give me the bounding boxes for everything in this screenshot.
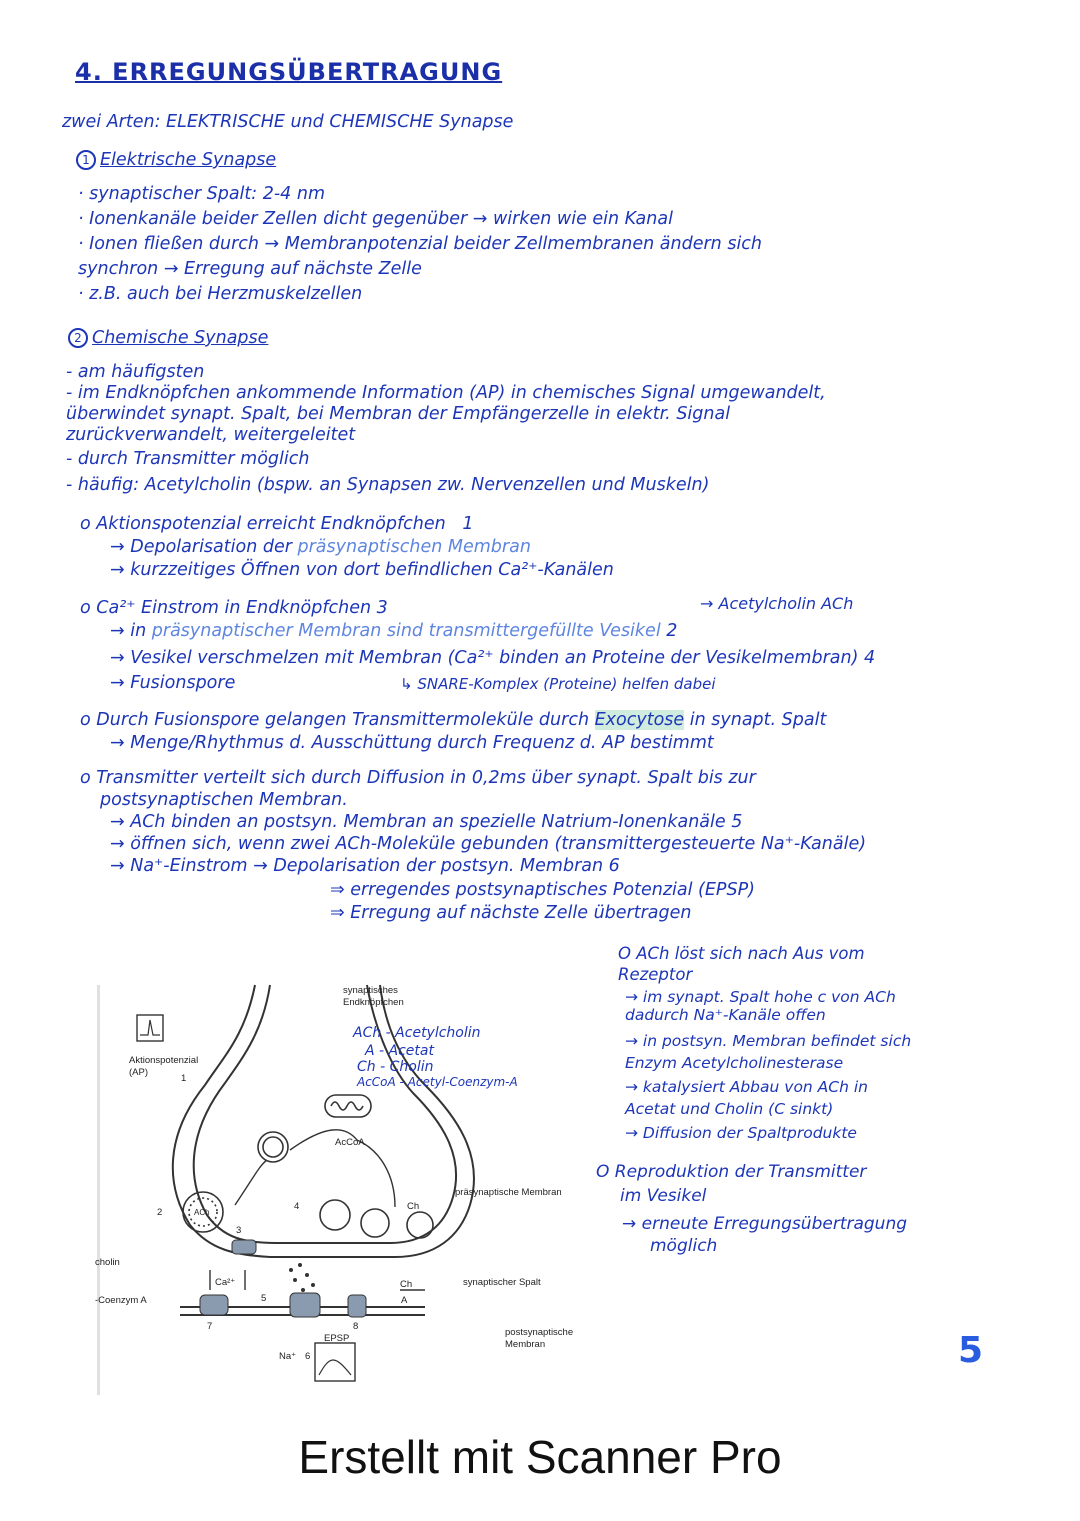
diagram-label-ach: ACh [194,1208,210,1217]
section2-number: 2 [68,328,88,348]
diagram-label-ap2: (AP) [129,1067,148,1078]
right-note-line: O Reproduktion der Transmitter [596,1162,867,1182]
section2-line: - häufig: Acetylcholin (bspw. an Synapsen zw. Nervenzellen und Muskeln) [66,475,710,495]
diagram-label-epsp: EPSP [324,1333,350,1344]
section1-line: synchron → Erregung auf nächste Zelle [78,259,422,279]
section2-line: überwindet synapt. Spalt, bei Membran der Empfängerzelle in elektr. Signal [66,404,731,424]
diagram-label-endknopf2: Endknöpfchen [343,997,404,1008]
right-note-line: → im synapt. Spalt hohe c von ACh [625,988,896,1006]
scanner-footer: Erstellt mit Scanner Pro [298,1431,782,1483]
right-note-line: dadurch Na⁺-Kanäle offen [625,1006,826,1024]
diagram-label-ca: Ca²⁺ [215,1277,236,1288]
step3-heading [80,710,826,730]
step4-line: postsynaptischen Membran. [100,790,348,810]
section2-line: - durch Transmitter möglich [66,449,310,469]
diagram-legend: AcCoA - Acetyl-Coenzym-A [357,1075,518,1089]
right-note-line: → in postsyn. Membran befindet sich [625,1032,912,1050]
section2-line: - im Endknöpfchen ankommende Information (AP) in chemisches Signal umgewandelt, [66,383,826,403]
step4-line: ⇒ erregendes postsynaptisches Potenzial (EPSP) [330,880,755,900]
page-number: 5 [958,1330,984,1371]
diagram-label-post: postsynaptische [505,1327,574,1338]
diagram-label-ch2: Ch [400,1279,413,1290]
diagram-label-a: A [401,1295,408,1306]
section2-heading [68,328,268,348]
diagram-legend: ACh - Acetylcholin [353,1025,481,1041]
right-note-line: Acetat und Cholin (C sinkt) [625,1100,834,1118]
right-note-line: Rezeptor [618,965,693,984]
step4-line: ⇒ Erregung auf nächste Zelle übertragen [330,903,692,923]
step2-note: → Acetylcholin ACh [700,594,854,613]
step1-line [110,537,531,557]
right-note-line: möglich [650,1236,718,1256]
step4-line: → öffnen sich, wenn zwei ACh-Moleküle gebunden (transmittergesteuerte Na⁺-Kanäle) [110,834,867,854]
diagram-step-number: 7 [207,1321,213,1332]
step4-line: → ACh binden an postsyn. Membran an spezielle Natrium-Ionenkanäle 5 [110,812,743,832]
right-note-line: im Vesikel [620,1186,707,1206]
section1-line: · synaptischer Spalt: 2-4 nm [78,184,326,204]
diagram-label-ch: Ch [407,1201,420,1212]
diagram-label-endknopf: synaptisches [343,985,398,996]
step1-line-text: → Depolarisation der [110,537,292,557]
diagram-label-post2: Membran [505,1339,546,1350]
step3-line: → Menge/Rhythmus d. Ausschüttung durch Frequenz d. AP bestimmt [110,733,714,753]
step2-highlight: präsynaptischer Membran sind transmittergefüllte Vesikel [151,621,661,641]
section1-number: 1 [76,150,96,170]
step3-highlight: Exocytose [594,710,685,730]
intro-line: zwei Arten: ELEKTRISCHE und CHEMISCHE Synapse [62,112,514,132]
step4-line: → Na⁺-Einstrom → Depolarisation der postsyn. Membran 6 [110,856,620,876]
diagram-label-accoa: AcCoA [335,1137,365,1148]
step2-line: ↳ SNARE-Komplex (Proteine) helfen dabei [400,675,716,693]
step1-text: o Aktionspotenzial erreicht Endknöpfchen [80,514,446,534]
step2-line [110,621,677,641]
step4-heading: o Transmitter verteilt sich durch Diffusion in 0,2ms über synapt. Spalt bis zur [80,768,756,788]
diagram-step-number: 1 [181,1073,187,1084]
diagram-legend: Ch - Cholin [357,1059,434,1075]
step1-line: → kurzzeitiges Öffnen von dort befindlichen Ca²⁺-Kanälen [110,560,614,580]
step2-line-text: → in [110,621,147,641]
diagram-step-number: 5 [261,1293,267,1304]
diagram-step-number: 2 [157,1207,163,1218]
right-note-line: Enzym Acetylcholinesterase [625,1054,844,1072]
step2-line: → Fusionspore [110,673,236,693]
synapse-diagram [95,975,605,1405]
step3-text-end: in synapt. Spalt [689,710,827,730]
section2-line: zurückverwandelt, weitergeleitet [66,425,356,445]
diagram-step-number: 6 [305,1351,311,1362]
step3-text: o Durch Fusionspore gelangen Transmittermoleküle durch [80,710,590,730]
step2-number: 2 [666,621,678,641]
step1-highlight: präsynaptischen Membran [297,537,531,557]
diagram-step-number: 4 [294,1201,300,1212]
section1-line: · Ionen fließen durch → Membranpotenzial beider Zellmembranen ändern sich [78,234,763,254]
section1-line: · Ionenkanäle beider Zellen dicht gegenüber → wirken wie ein Kanal [78,209,673,229]
section2-title: Chemische Synapse [92,328,269,348]
diagram-legend: A - Acetat [365,1043,434,1059]
diagram-label-coenzym: -Coenzym A [95,1295,147,1306]
diagram-label-na: Na⁺ [279,1351,297,1362]
section2-line: - am häufigsten [66,362,205,382]
diagram-step-number: 8 [353,1321,359,1332]
diagram-label-ap: Aktionspotenzial [129,1055,199,1066]
right-note-line: → katalysiert Abbau von ACh in [625,1078,868,1096]
step2-heading: o Ca²⁺ Einstrom in Endknöpfchen 3 [80,598,388,618]
right-note-line: → Diffusion der Spaltprodukte [625,1124,857,1142]
step1-heading [80,514,474,534]
diagram-label-spalt: synaptischer Spalt [463,1277,541,1288]
right-note-line: → erneute Erregungsübertragung [622,1214,908,1234]
section1-heading [76,150,276,170]
diagram-step-number: 3 [236,1225,242,1236]
diagram-label-cholin: cholin [95,1257,120,1268]
step2-line: → Vesikel verschmelzen mit Membran (Ca²⁺ binden an Proteine der Vesikelmembran) 4 [110,648,876,668]
section1-line: · z.B. auch bei Herzmuskelzellen [78,284,363,304]
section1-title: Elektrische Synapse [100,150,277,170]
page-title: 4. ERREGUNGSÜBERTRAGUNG [75,58,503,86]
diagram-label-praes: präsynaptische Membran [455,1187,562,1198]
step1-number: 1 [462,514,474,534]
right-note-line: O ACh löst sich nach Aus vom [618,944,865,963]
